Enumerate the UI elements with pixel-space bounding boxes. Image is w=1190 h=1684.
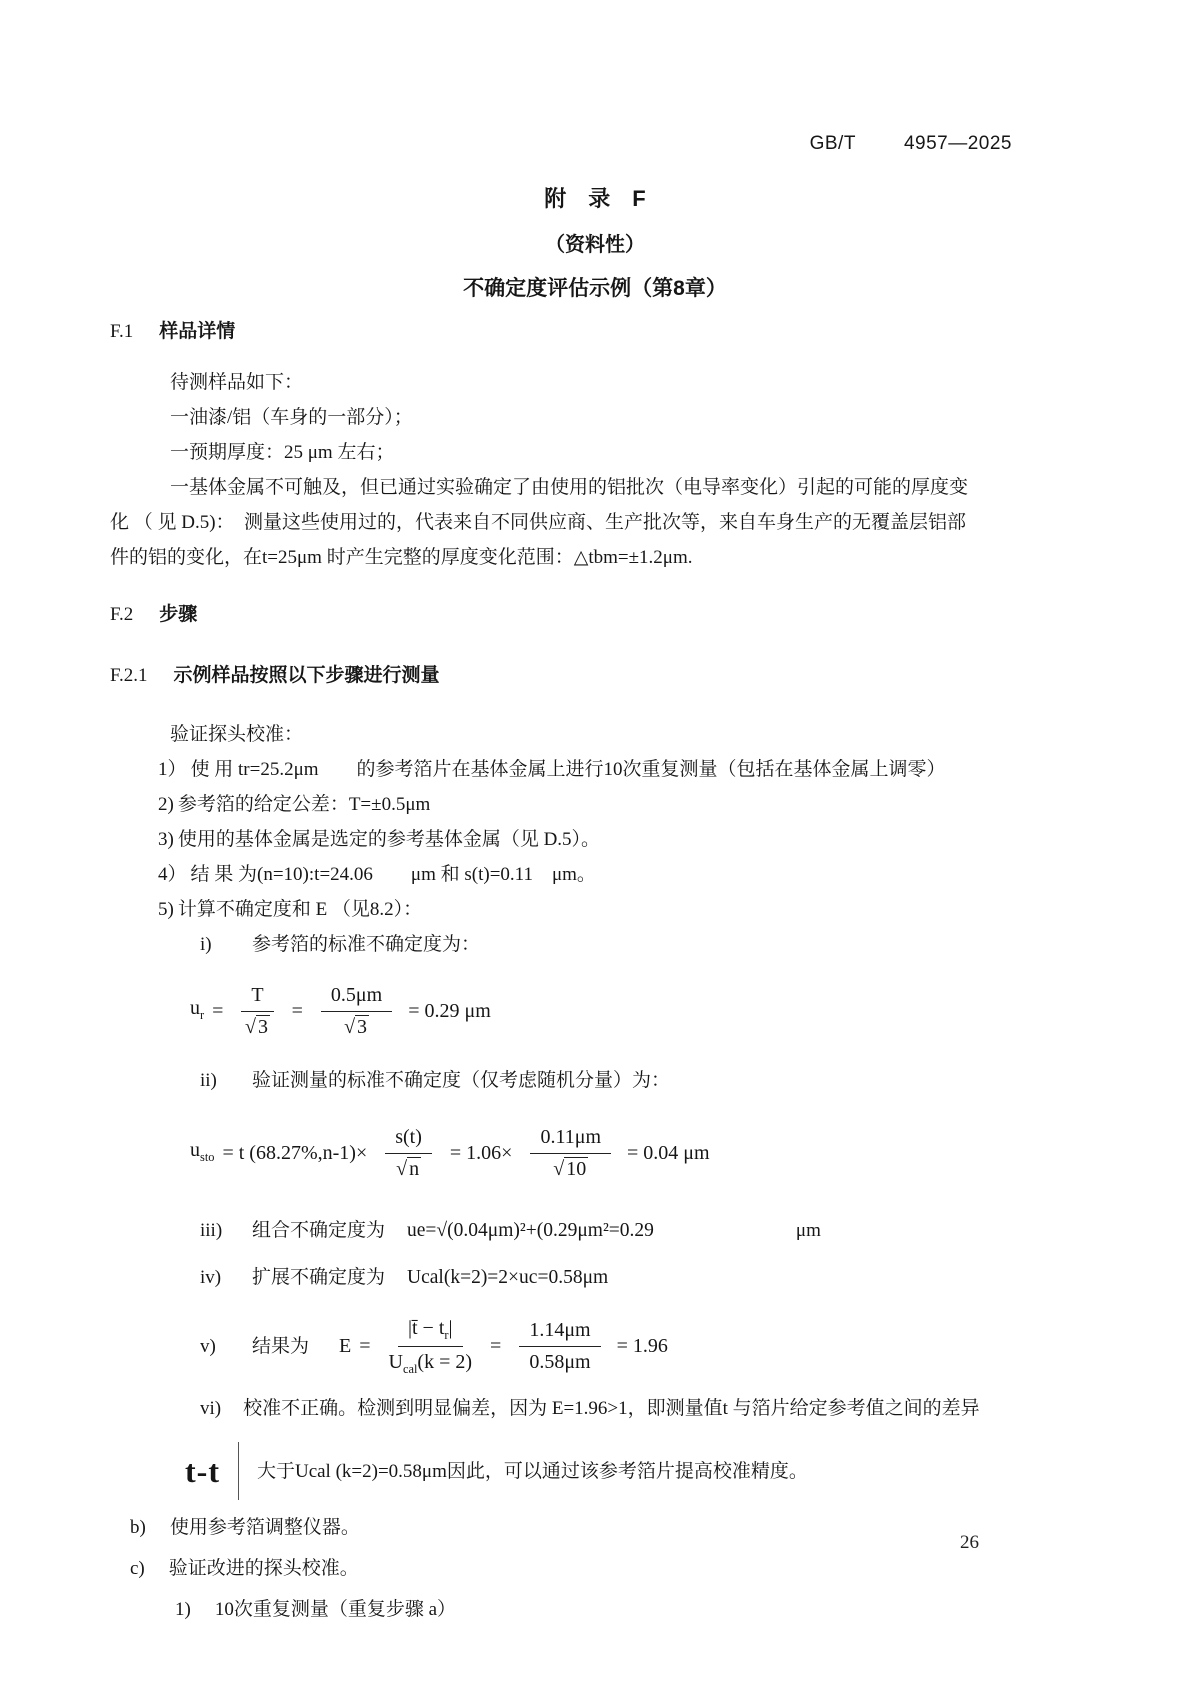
clause-f2-heading [110, 597, 1015, 632]
formula-ur-eq1: = [212, 1000, 224, 1022]
clause-f1-title: 样品详情 [159, 321, 236, 342]
formula-ur-frac1: $\frac{T}{√ 3}$ [241, 982, 273, 1041]
vertical-divider [238, 1442, 239, 1500]
list-item-b-text: 使用参考箔调整仪器。 [169, 1517, 360, 1539]
clause-f1-number: F.1 [110, 321, 134, 342]
clause-f2-number: F.2 [110, 604, 134, 625]
substep-iv-formula: Ucal(k=2)=2×uc=0.58μm [407, 1267, 609, 1288]
formula-ur-frac2: $\frac{0.5\mu m}{√ 3}$ [321, 982, 392, 1041]
formula-e-eq2: = [490, 1334, 502, 1357]
f1-paragraph-line1: 一基体金属不可触及，但已通过实验确定了由使用的铝批次（电导率变化）引起的可能的厚度变 [170, 477, 969, 498]
clause-f21-heading [110, 658, 1015, 693]
step-5-label: 5) [158, 899, 174, 920]
substep-v [110, 1315, 1015, 1377]
formula-e-frac1: $\frac{|t̄ - t_r|}{U_{cal}(k = 2)}$ [388, 1317, 473, 1376]
substep-i [110, 927, 1015, 962]
substep-iii [110, 1213, 1015, 1248]
f1-item-thickness: 一预期厚度：25 μm 左右； [170, 442, 395, 463]
list-item-c1 [110, 1592, 1015, 1627]
formula-ur-result: = 0.29 μm [408, 1000, 491, 1022]
f1-item-paint: 一油漆/铝（车身的一部分）； [170, 407, 413, 428]
informative-label: （资料性） [545, 234, 645, 256]
substep-vi-line2: 大于Ucal (k=2)=0.58μm因此，可以通过该参考箔片提高校准精度。 [256, 1460, 808, 1482]
step-5-text: 计算不确定度和 E （见8.2）： [177, 899, 423, 920]
step-1-text: 使 用 tr=25.2μm 的参考箔片在基体金属上进行10次重复测量（包括在基体金属上调零） [190, 759, 946, 780]
standard-number: 4957—2025 [903, 133, 1012, 154]
f1-paragraph-line2: 化 （ 见 D.5)： 测量这些使用过的，代表来自不同供应商、生产批次等，来自车身生产的无覆盖层铝部 [110, 512, 967, 533]
formula-usto-result: = 0.04 μm [627, 1142, 710, 1164]
list-item-c [110, 1551, 1015, 1586]
substep-i-label: i) [200, 934, 212, 955]
list-item-c-label: c) [130, 1558, 145, 1580]
substep-vi-label: vi) [200, 1398, 222, 1420]
f21-lead: 验证探头校准： [170, 724, 304, 745]
formula-usto-frac2: $\frac{0.11\mu m}{√ 10}$ [530, 1124, 611, 1183]
formula-usto-pre: = t (68.27%,n-1)× [222, 1142, 368, 1164]
substep-vi-line1: 校准不正确。检测到明显偏差，因为 E=1.96>1，即测量值t 与箔片给定参考值之间的差异 [243, 1398, 980, 1420]
clause-f21-number: F.2.1 [110, 665, 148, 686]
step-1 [110, 752, 1015, 787]
page-number: 26 [960, 1532, 979, 1553]
substep-iii-formula: ue=√(0.04μm)²+(0.29μm²=0.29 [407, 1220, 654, 1241]
substep-iv-text: 扩展不确定度为 [252, 1267, 386, 1288]
substep-iii-text: 组合不确定度为 [252, 1220, 386, 1241]
substep-vi-continuation [185, 1442, 1015, 1500]
substep-ii [110, 1063, 1015, 1098]
substep-ii-text: 验证测量的标准不确定度（仅考虑随机分量）为： [252, 1070, 671, 1091]
step-1-label: 1） [158, 759, 187, 780]
step-5 [110, 892, 1015, 927]
f1-intro: 待测样品如下： [170, 372, 304, 393]
list-item-c1-text: 10次重复测量（重复步骤 a） [214, 1599, 457, 1621]
clause-f21-title: 示例样品按照以下步骤进行测量 [173, 665, 440, 686]
list-item-b-label: b) [130, 1517, 146, 1539]
standard-code: GB/T [809, 133, 856, 154]
f1-paragraph-line3: 件的铝的变化，在t=25μm 时产生完整的厚度变化范围：△tbm=±1.2μm. [110, 547, 693, 568]
formula-e-result: = 1.96 [616, 1334, 668, 1357]
formula-e-lhs: E [339, 1334, 352, 1357]
page-header [0, 133, 1012, 155]
formula-e [339, 1315, 668, 1377]
formula-usto-frac1: $\frac{s(t)}{√ n}$ [385, 1124, 432, 1183]
list-item-c-text: 验证改进的探头校准。 [168, 1558, 359, 1580]
step-3-label: 3) [158, 829, 174, 850]
list-item-b [110, 1510, 1015, 1545]
step-4 [110, 857, 1015, 892]
substep-iii-unit: μm [795, 1220, 821, 1241]
list-item-c1-label: 1) [175, 1599, 191, 1621]
substep-vi [110, 1391, 1015, 1500]
substep-iv-label: iv) [200, 1267, 222, 1288]
step-3-text: 使用的基体金属是选定的参考基体金属（见 D.5）。 [177, 829, 601, 850]
substep-ii-label: ii) [200, 1070, 217, 1091]
substep-i-text: 参考箔的标准不确定度为： [252, 934, 481, 955]
formula-e-frac2: $\frac{1.14\mu m}{0.58\mu m}$ [519, 1317, 600, 1376]
substep-v-label: v) [200, 1335, 216, 1357]
content-body [110, 314, 1015, 1627]
formula-ur [190, 982, 1015, 1041]
clause-f2-title: 步骤 [159, 604, 198, 625]
formula-ur-lhs: $u_r$ [190, 996, 205, 1022]
formula-usto-lhs: $u_{sto}$ [190, 1138, 215, 1164]
document-title: 不确定度评估示例（第8章） [463, 277, 727, 300]
formula-usto [190, 1124, 1015, 1183]
step-4-label: 4） [158, 864, 187, 885]
t-minus-t-symbol: t-t [185, 1452, 220, 1489]
step-2-text: 参考箔的给定公差：T=±0.5μm [177, 794, 431, 815]
step-2-label: 2) [158, 794, 174, 815]
substep-iii-label: iii) [200, 1220, 223, 1241]
formula-e-eq1: = [359, 1334, 371, 1357]
step-2 [110, 787, 1015, 822]
substep-v-text: 结果为 [252, 1335, 310, 1357]
step-4-text: 结 果 为(n=10):t=24.06 μm 和 s(t)=0.11 μm。 [190, 864, 596, 885]
formula-ur-eq2: = [291, 1000, 303, 1022]
substep-iv [110, 1260, 1015, 1295]
formula-usto-mid: = 1.06× [449, 1142, 513, 1164]
clause-f1-heading [110, 314, 1015, 349]
appendix-title: 附 录 F [544, 186, 646, 211]
step-3 [110, 822, 1015, 857]
